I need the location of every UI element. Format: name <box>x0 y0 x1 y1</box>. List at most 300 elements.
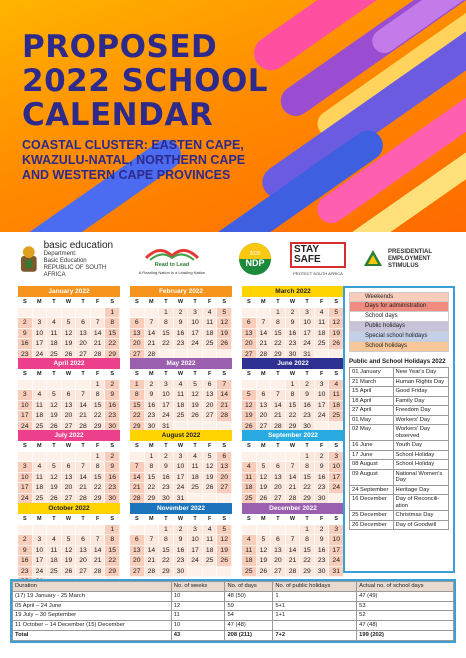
month-calendar <box>242 503 344 577</box>
day-cell: 8 <box>91 390 106 401</box>
empty-cell <box>242 308 257 319</box>
day-cell: 9 <box>18 329 33 340</box>
weekday-header: T <box>47 369 62 380</box>
subtitle-line: COASTAL CLUSTER: EASTEN CAPE, <box>22 138 244 152</box>
day-cell: 1 <box>300 525 315 536</box>
day-cell: 27 <box>62 422 77 433</box>
empty-cell <box>33 525 48 536</box>
summary-header-cell: Actual no. of school days <box>357 582 454 592</box>
day-cell: 2 <box>159 452 174 463</box>
day-cell: 28 <box>217 411 232 422</box>
day-cell: 15 <box>145 473 160 484</box>
month-days-grid <box>130 514 232 577</box>
day-cell: 8 <box>145 462 160 473</box>
day-cell: 10 <box>18 401 33 412</box>
day-cell: 24 <box>329 483 344 494</box>
day-cell: 17 <box>329 546 344 557</box>
month-calendar <box>242 286 344 360</box>
day-cell: 6 <box>257 390 272 401</box>
month-title: October 2022 <box>18 503 120 514</box>
day-cell: 21 <box>271 411 286 422</box>
day-cell: 19 <box>47 483 62 494</box>
empty-cell <box>257 525 272 536</box>
weekday-header: F <box>203 441 218 452</box>
day-cell: 8 <box>300 462 315 473</box>
empty-cell <box>76 452 91 463</box>
logo-strip <box>0 238 466 280</box>
page-subtitle <box>22 138 322 183</box>
day-cell: 13 <box>76 546 91 557</box>
legend-label: School holidays <box>362 342 448 351</box>
day-cell: 29 <box>91 494 106 505</box>
day-cell: 31 <box>300 350 315 361</box>
empty-cell <box>257 452 272 463</box>
day-cell: 6 <box>130 318 145 329</box>
month-title: July 2022 <box>18 430 120 441</box>
holiday-date: 16 June <box>350 441 394 451</box>
weekday-header: M <box>33 441 48 452</box>
day-cell: 6 <box>271 462 286 473</box>
weekday-header: S <box>329 514 344 525</box>
day-cell: 11 <box>242 473 257 484</box>
weekday-header: F <box>203 369 218 380</box>
weekday-header: T <box>188 514 203 525</box>
holiday-date: 17 June <box>350 450 394 460</box>
summary-cell: 11 <box>171 611 225 621</box>
weekday-header: T <box>271 514 286 525</box>
day-cell: 13 <box>271 546 286 557</box>
day-cell: 21 <box>145 556 160 567</box>
day-cell: 12 <box>47 473 62 484</box>
weekday-header: W <box>286 369 301 380</box>
summary-cell: 10 <box>171 621 225 631</box>
weekday-header: M <box>145 369 160 380</box>
day-cell: 16 <box>105 473 120 484</box>
empty-cell <box>62 452 77 463</box>
pes-line: EMPLOYMENT <box>388 255 431 262</box>
day-cell: 3 <box>329 452 344 463</box>
empty-cell <box>130 525 145 536</box>
day-cell: 8 <box>105 318 120 329</box>
day-cell: 3 <box>188 308 203 319</box>
weekday-header: M <box>145 514 160 525</box>
summary-cell: 11 October – 14 December (15) December <box>13 621 172 631</box>
weekday-header: F <box>315 441 330 452</box>
day-cell: 11 <box>203 535 218 546</box>
day-cell: 18 <box>47 556 62 567</box>
month-days-grid <box>130 369 232 432</box>
month-title: December 2022 <box>242 503 344 514</box>
legend-item <box>349 302 449 312</box>
day-cell: 7 <box>130 462 145 473</box>
month-days-grid <box>130 297 232 360</box>
weekday-header: M <box>33 297 48 308</box>
day-cell: 22 <box>286 411 301 422</box>
day-cell: 25 <box>203 339 218 350</box>
month-calendar <box>130 286 232 360</box>
day-cell: 6 <box>76 535 91 546</box>
summary-row <box>13 601 454 611</box>
day-cell: 26 <box>203 483 218 494</box>
day-cell: 23 <box>105 411 120 422</box>
day-cell: 10 <box>300 318 315 329</box>
day-cell: 13 <box>203 390 218 401</box>
empty-cell <box>33 452 48 463</box>
day-cell: 20 <box>203 401 218 412</box>
day-cell: 19 <box>47 411 62 422</box>
weekday-header: W <box>174 441 189 452</box>
day-cell: 16 <box>300 401 315 412</box>
title-line: 2022 SCHOOL <box>22 63 269 99</box>
day-cell: 29 <box>105 567 120 578</box>
day-cell: 16 <box>159 473 174 484</box>
month-title: November 2022 <box>130 503 232 514</box>
holiday-row <box>350 511 449 521</box>
day-cell: 4 <box>242 462 257 473</box>
weekday-header: F <box>203 514 218 525</box>
weekday-header: T <box>188 297 203 308</box>
day-cell: 18 <box>33 411 48 422</box>
day-cell: 14 <box>217 390 232 401</box>
summary-cell: 1+1 <box>273 611 357 621</box>
summary-cell: 199 (202) <box>357 630 454 640</box>
day-cell: 19 <box>217 329 232 340</box>
day-cell: 5 <box>47 390 62 401</box>
day-cell: 12 <box>188 390 203 401</box>
day-cell: 4 <box>315 308 330 319</box>
month-title: February 2022 <box>130 286 232 297</box>
day-cell: 1 <box>130 380 145 391</box>
legend-item <box>349 332 449 342</box>
empty-cell <box>91 308 106 319</box>
day-cell: 21 <box>286 483 301 494</box>
day-cell: 22 <box>159 556 174 567</box>
day-cell: 25 <box>242 494 257 505</box>
day-cell: 24 <box>33 567 48 578</box>
day-cell: 22 <box>130 411 145 422</box>
summary-cell: Total <box>13 630 172 640</box>
day-cell: 6 <box>62 462 77 473</box>
day-cell: 26 <box>217 556 232 567</box>
day-cell: 16 <box>105 401 120 412</box>
day-cell: 31 <box>174 494 189 505</box>
weekday-header: S <box>18 514 33 525</box>
day-cell: 22 <box>105 556 120 567</box>
weekday-header: T <box>159 369 174 380</box>
empty-cell <box>47 452 62 463</box>
day-cell: 12 <box>217 318 232 329</box>
day-cell: 4 <box>33 462 48 473</box>
weekday-header: S <box>18 369 33 380</box>
weekday-header: S <box>242 441 257 452</box>
empty-cell <box>33 308 48 319</box>
legend-label: Days for administration <box>362 302 448 311</box>
day-cell: 7 <box>145 318 160 329</box>
pes-icon <box>362 248 384 270</box>
day-cell: 10 <box>188 535 203 546</box>
day-cell: 27 <box>76 350 91 361</box>
empty-cell <box>271 452 286 463</box>
day-cell: 3 <box>174 452 189 463</box>
holiday-date: 26 December <box>350 520 394 530</box>
day-cell: 11 <box>315 318 330 329</box>
legend-swatch <box>350 312 362 321</box>
day-cell: 2 <box>315 452 330 463</box>
day-cell: 10 <box>33 546 48 557</box>
day-cell: 15 <box>159 546 174 557</box>
weekday-header: T <box>188 441 203 452</box>
day-cell: 30 <box>286 350 301 361</box>
holiday-name: Good Friday <box>393 387 448 397</box>
holiday-name: Heritage Day <box>393 485 448 495</box>
summary-header-cell: No. of public holidays <box>273 582 357 592</box>
holiday-name: Workers' Day <box>393 415 448 425</box>
month-calendar <box>18 503 120 588</box>
day-cell: 10 <box>159 390 174 401</box>
weekday-header: F <box>91 369 106 380</box>
day-cell: 6 <box>203 380 218 391</box>
day-cell: 15 <box>300 546 315 557</box>
day-cell: 25 <box>33 494 48 505</box>
day-cell: 23 <box>18 567 33 578</box>
weekday-header: F <box>203 297 218 308</box>
day-cell: 14 <box>91 329 106 340</box>
day-cell: 5 <box>188 380 203 391</box>
day-cell: 17 <box>315 401 330 412</box>
weekday-header: T <box>271 369 286 380</box>
weekday-header: S <box>130 514 145 525</box>
weekday-header: F <box>91 441 106 452</box>
day-cell: 24 <box>188 556 203 567</box>
day-cell: 17 <box>329 473 344 484</box>
day-cell: 4 <box>47 535 62 546</box>
day-cell: 17 <box>18 411 33 422</box>
day-cell: 3 <box>159 380 174 391</box>
month-days-grid <box>242 441 344 504</box>
empty-cell <box>130 308 145 319</box>
day-cell: 1 <box>159 525 174 536</box>
day-cell: 9 <box>315 535 330 546</box>
day-cell: 12 <box>217 535 232 546</box>
day-cell: 15 <box>271 329 286 340</box>
weekday-header: W <box>62 369 77 380</box>
empty-cell <box>18 452 33 463</box>
month-days-grid <box>130 441 232 504</box>
day-cell: 30 <box>174 567 189 578</box>
day-cell: 15 <box>105 546 120 557</box>
holiday-row <box>350 415 449 425</box>
legend-swatch <box>350 322 362 331</box>
day-cell: 18 <box>242 556 257 567</box>
page-title <box>22 30 268 132</box>
holiday-row <box>350 441 449 451</box>
day-cell: 13 <box>217 462 232 473</box>
day-cell: 12 <box>242 401 257 412</box>
empty-cell <box>76 380 91 391</box>
weekday-header: S <box>130 297 145 308</box>
weekday-header: S <box>105 369 120 380</box>
day-cell: 15 <box>159 329 174 340</box>
day-cell: 7 <box>286 535 301 546</box>
holiday-date: 09 August <box>350 469 394 485</box>
day-cell: 16 <box>286 329 301 340</box>
legend-panel <box>343 286 455 573</box>
day-cell: 6 <box>62 390 77 401</box>
day-cell: 22 <box>105 339 120 350</box>
day-cell: 2 <box>18 318 33 329</box>
day-cell: 24 <box>18 422 33 433</box>
holiday-date: 27 April <box>350 406 394 416</box>
holiday-row <box>350 377 449 387</box>
holiday-name: Human Rights Day <box>393 377 448 387</box>
weekday-header: T <box>76 514 91 525</box>
summary-cell: 54 <box>225 611 273 621</box>
day-cell: 23 <box>315 556 330 567</box>
empty-cell <box>257 380 272 391</box>
day-cell: 8 <box>159 318 174 329</box>
empty-cell <box>18 525 33 536</box>
day-cell: 20 <box>257 411 272 422</box>
day-cell: 12 <box>257 473 272 484</box>
holiday-row <box>350 406 449 416</box>
day-cell: 25 <box>47 567 62 578</box>
day-cell: 25 <box>33 422 48 433</box>
day-cell: 20 <box>130 556 145 567</box>
day-cell: 16 <box>18 339 33 350</box>
day-cell: 24 <box>300 339 315 350</box>
day-cell: 24 <box>188 339 203 350</box>
weekday-header: S <box>130 441 145 452</box>
day-cell: 26 <box>188 411 203 422</box>
holiday-name: Family Day <box>393 396 448 406</box>
holiday-name: Day of Reconcili-ation <box>393 495 448 511</box>
weekday-header: W <box>286 514 301 525</box>
day-cell: 15 <box>286 401 301 412</box>
day-cell: 7 <box>145 535 160 546</box>
day-cell: 24 <box>329 556 344 567</box>
day-cell: 3 <box>18 390 33 401</box>
weekday-header: M <box>257 369 272 380</box>
day-cell: 7 <box>76 390 91 401</box>
day-cell: 17 <box>159 401 174 412</box>
day-cell: 18 <box>203 329 218 340</box>
day-cell: 7 <box>271 390 286 401</box>
holiday-date: 18 April <box>350 396 394 406</box>
day-cell: 12 <box>329 318 344 329</box>
weekday-header: S <box>18 441 33 452</box>
day-cell: 2 <box>18 535 33 546</box>
holiday-date: 08 August <box>350 460 394 470</box>
read-to-lead-icon <box>142 242 202 262</box>
pes-line: PRESIDENTIAL <box>388 248 433 255</box>
day-cell: 3 <box>33 535 48 546</box>
day-cell: 9 <box>18 546 33 557</box>
holidays-table <box>349 367 449 530</box>
weekday-header: W <box>62 441 77 452</box>
summary-cell: 53 <box>357 601 454 611</box>
summary-table <box>10 579 456 643</box>
empty-cell <box>271 380 286 391</box>
day-cell: 9 <box>315 462 330 473</box>
day-cell: 19 <box>257 483 272 494</box>
day-cell: 14 <box>76 473 91 484</box>
day-cell: 7 <box>257 318 272 329</box>
day-cell: 30 <box>105 494 120 505</box>
day-cell: 16 <box>315 546 330 557</box>
day-cell: 9 <box>145 390 160 401</box>
read-to-lead-text: Read to Lead <box>154 262 190 268</box>
pes-line: STIMULUS <box>388 262 419 269</box>
stay-safe-logo <box>290 238 346 280</box>
summary-cell: (17) 19 January - 25 March <box>13 591 172 601</box>
day-cell: 19 <box>203 473 218 484</box>
month-title: August 2022 <box>130 430 232 441</box>
day-cell: 26 <box>62 350 77 361</box>
day-cell: 28 <box>145 567 160 578</box>
day-cell: 1 <box>286 380 301 391</box>
day-cell: 27 <box>76 567 91 578</box>
day-cell: 14 <box>145 546 160 557</box>
day-cell: 29 <box>91 422 106 433</box>
day-cell: 1 <box>271 308 286 319</box>
holiday-name: Freedom Day <box>393 406 448 416</box>
empty-cell <box>242 452 257 463</box>
day-cell: 22 <box>145 483 160 494</box>
day-cell: 16 <box>315 473 330 484</box>
day-cell: 11 <box>33 473 48 484</box>
summary-cell: 43 <box>171 630 225 640</box>
day-cell: 31 <box>329 567 344 578</box>
summary-row <box>13 621 454 631</box>
legend-item <box>349 312 449 322</box>
weekday-header: W <box>286 297 301 308</box>
day-cell: 8 <box>300 535 315 546</box>
day-cell: 23 <box>174 556 189 567</box>
day-cell: 9 <box>286 318 301 329</box>
day-cell: 25 <box>242 567 257 578</box>
weekday-header: W <box>62 297 77 308</box>
day-cell: 29 <box>130 422 145 433</box>
day-cell: 22 <box>271 339 286 350</box>
day-cell: 2 <box>300 380 315 391</box>
empty-cell <box>271 525 286 536</box>
day-cell: 16 <box>174 329 189 340</box>
weekday-header: S <box>329 441 344 452</box>
day-cell: 27 <box>242 350 257 361</box>
day-cell: 21 <box>217 401 232 412</box>
legend-item <box>349 292 449 302</box>
day-cell: 17 <box>33 339 48 350</box>
day-cell: 11 <box>329 390 344 401</box>
month-title: March 2022 <box>242 286 344 297</box>
day-cell: 17 <box>18 483 33 494</box>
day-cell: 20 <box>76 556 91 567</box>
summary-cell: 19 July – 30 September <box>13 611 172 621</box>
weekday-header: M <box>33 369 48 380</box>
day-cell: 28 <box>130 494 145 505</box>
month-title: January 2022 <box>18 286 120 297</box>
day-cell: 1 <box>159 308 174 319</box>
day-cell: 14 <box>271 401 286 412</box>
day-cell: 15 <box>91 473 106 484</box>
summary-header-cell: No. of weeks <box>171 582 225 592</box>
day-cell: 9 <box>105 462 120 473</box>
day-cell: 4 <box>47 318 62 329</box>
day-cell: 10 <box>329 462 344 473</box>
empty-cell <box>217 567 232 578</box>
weekday-header: M <box>145 297 160 308</box>
ndp-icon <box>237 242 273 276</box>
